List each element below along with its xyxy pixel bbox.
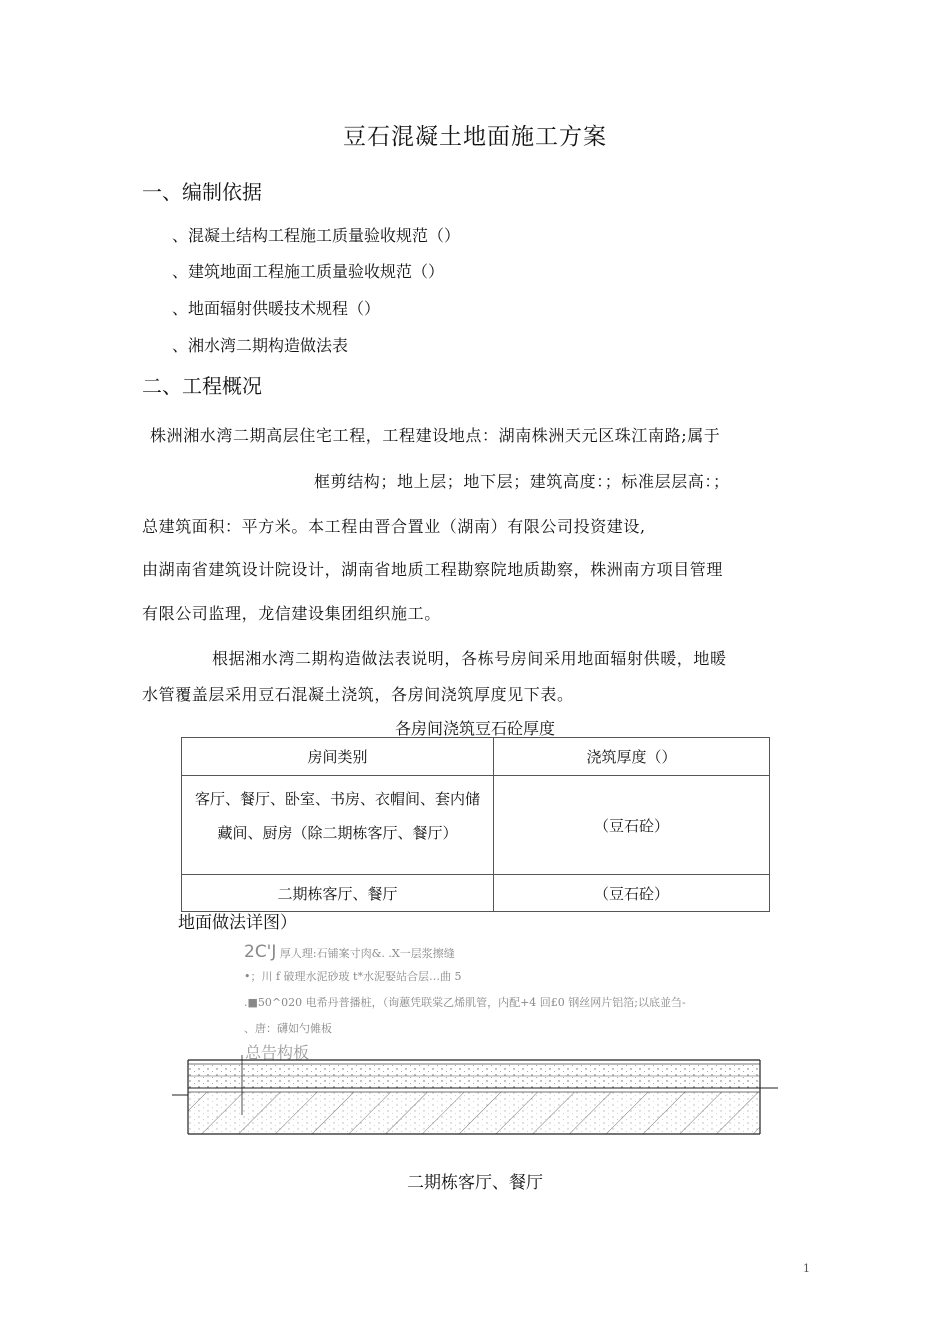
slab-label: 总告构板 xyxy=(245,1043,310,1062)
legend-mark: 2C'J xyxy=(244,942,277,962)
table-cell: 二期栋客厅、餐厅 xyxy=(182,875,494,912)
legend-text: •；川 f 破理水泥砂玻 t*水泥娶站合层…曲 5 xyxy=(244,970,462,983)
legend-text: 厚人理:石铺案寸肉&. .X一层浆擦缝 xyxy=(276,947,455,960)
legend-line xyxy=(244,994,686,1010)
legend-line xyxy=(244,968,461,984)
thickness-table xyxy=(181,737,770,912)
table-header-cell: 浇筑厚度（） xyxy=(494,738,770,776)
table-cell-text: 客厅、餐厅、卧室、书房、衣帽间、套内储藏间、厨房（除二期栋客厅、餐厅） xyxy=(194,790,480,842)
overview-para-line: 根据湘水湾二期构造做法表说明，各栋号房间采用地面辐射供暖，地暖 xyxy=(212,649,727,668)
table-caption: 各房间浇筑豆石砼厚度 xyxy=(394,719,555,738)
legend-text: .■50^020 电希丹普播桩，（询蕙凭联棠乙烯肌管，内配+4 回£0 钢丝网片铝箔;以底並刍- xyxy=(244,996,686,1009)
overview-line: 框剪结构；地上层；地下层；建筑高度：；标准层层高：； xyxy=(314,472,730,491)
overview-line: 总建筑面积：平方米。本工程由晋合置业（湖南）有限公司投资建设, xyxy=(142,517,646,536)
detail-caption: 二期栋客厅、餐厅 xyxy=(407,1173,543,1193)
overview-line: 由湖南省建筑设计院设计，湖南省地质工程勘察院地质勘察，株洲南方项目管理 xyxy=(142,560,724,579)
page-number: 1 xyxy=(803,1262,810,1275)
table-header-row xyxy=(182,738,770,776)
table-cell: （豆石砼） xyxy=(494,875,770,912)
table-row xyxy=(182,875,770,912)
section-heading-basis: 一、编制依据 xyxy=(142,180,262,204)
table-cell xyxy=(182,776,494,875)
legend-line xyxy=(244,1020,332,1036)
basis-item: 、建筑地面工程施工质量验收规范（） xyxy=(172,262,445,281)
basis-item: 、地面辐射供暖技术规程（） xyxy=(172,299,381,318)
page-title: 豆石混凝土地面施工方案 xyxy=(343,124,607,150)
legend-text: 、唐：礴如勺傩板 xyxy=(244,1022,332,1035)
legend-line xyxy=(244,942,455,962)
section-heading-overview: 二、工程概况 xyxy=(142,374,262,398)
basis-item: 、混凝土结构工程施工质量验收规范（） xyxy=(172,226,461,245)
overview-line: 株洲湘水湾二期高层住宅工程，工程建设地点：湖南株洲天元区珠江南路;属于 xyxy=(150,426,721,445)
overview-line: 有限公司监理，龙信建设集团组织施工。 xyxy=(142,604,441,623)
table-header-cell: 房间类别 xyxy=(182,738,494,776)
floor-section-drawing xyxy=(170,1055,790,1140)
detail-heading: 地面做法详图） xyxy=(178,913,297,933)
table-cell: （豆石砼） xyxy=(494,776,770,875)
overview-para-line: 水管覆盖层采用豆石混凝土浇筑，各房间浇筑厚度见下表。 xyxy=(142,685,574,704)
table-row xyxy=(182,776,770,875)
basis-item: 、湘水湾二期构造做法表 xyxy=(172,336,349,355)
